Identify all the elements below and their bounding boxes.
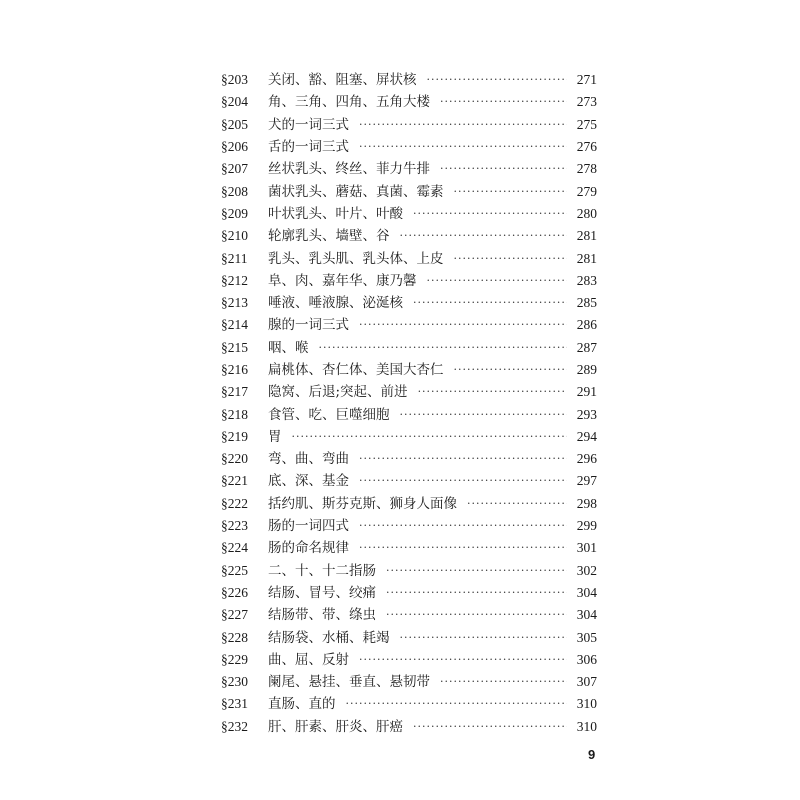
toc-entry: [221, 560, 597, 582]
toc-page-number: 297: [576, 473, 597, 489]
toc-page-number: 289: [576, 362, 597, 377]
toc-entry: [221, 114, 597, 136]
toc-page-number: 307: [576, 674, 597, 690]
toc-entry-title: 阜、肉、嘉年华、康乃馨: [268, 272, 417, 289]
toc-page-number: 281: [576, 228, 597, 244]
toc-page-number: 302: [576, 562, 597, 578]
toc-entry-title: 叶状乳头、叶片、叶酸: [268, 205, 403, 222]
toc-section-number: §213: [221, 295, 248, 311]
toc-entry: [221, 136, 597, 158]
toc-entry-title: 轮廓乳头、墙壁、谷: [268, 228, 390, 245]
dot-leader: [386, 560, 567, 582]
toc-section-number: §209: [221, 205, 248, 221]
toc-page-number: 285: [576, 295, 597, 311]
toc-entry: [221, 381, 597, 403]
toc-section-number: §216: [221, 362, 248, 377]
toc-section-number: §204: [221, 94, 248, 110]
toc-page-number: 273: [576, 94, 597, 110]
dot-leader: [386, 604, 567, 626]
toc-entry-title: 弯、曲、弯曲: [268, 451, 349, 468]
toc-page-number: 298: [576, 495, 597, 511]
dot-leader: [359, 114, 567, 136]
dot-leader: [454, 359, 568, 381]
toc-section-number: §217: [221, 384, 248, 400]
toc-entry: [221, 537, 597, 559]
toc-entry: [221, 582, 597, 604]
toc-section-number: §231: [221, 696, 248, 712]
toc-page-number: 296: [576, 451, 597, 467]
toc-page-number: 299: [576, 518, 597, 534]
toc-section-number: §208: [221, 183, 248, 199]
toc-page-number: 305: [576, 629, 597, 645]
toc-entry-title: 肝、肝素、肝炎、肝癌: [268, 718, 403, 735]
toc-section-number: §226: [221, 584, 248, 600]
toc-section-number: §225: [221, 562, 248, 578]
toc-page-number: 294: [576, 428, 597, 444]
toc-entry: [221, 493, 597, 515]
toc-entry-title: 犬的一词三式: [268, 116, 349, 133]
toc-section-number: §218: [221, 406, 248, 422]
toc-entry: [221, 604, 597, 626]
toc-page-number: 304: [576, 584, 597, 600]
dot-leader: [440, 91, 567, 113]
dot-leader: [427, 270, 568, 292]
toc-entry-title: 括约肌、斯芬克斯、狮身人面像: [268, 495, 457, 512]
toc-section-number: §224: [221, 540, 248, 556]
dot-leader: [400, 404, 568, 426]
toc-entry: [221, 337, 597, 359]
toc-entry: [221, 403, 597, 425]
dot-leader: [359, 448, 567, 470]
toc-entry: [221, 470, 597, 492]
toc-page-number: 293: [576, 406, 597, 422]
toc-entry: [221, 225, 597, 247]
toc-page-number: 281: [576, 250, 597, 266]
toc-section-number: §222: [221, 495, 248, 511]
toc-entry-title: 丝状乳头、终丝、菲力牛排: [268, 161, 430, 178]
toc-entry-title: 角、三角、四角、五角大楼: [268, 94, 430, 111]
toc-section-number: §206: [221, 139, 248, 155]
toc-page-number: 286: [576, 317, 597, 333]
dot-leader: [359, 649, 567, 671]
toc-page-number: 275: [576, 116, 597, 132]
toc-page-number: 276: [576, 139, 597, 155]
toc-entry-title: 乳头、乳头肌、乳头体、上皮: [268, 250, 444, 267]
toc-entry: [221, 69, 597, 91]
dot-leader: [359, 537, 567, 559]
toc-section-number: §203: [221, 72, 248, 88]
toc-entry: [221, 649, 597, 671]
toc-page-number: 271: [576, 72, 597, 88]
toc-entry-title: 结肠、冒号、绞痛: [268, 584, 376, 601]
toc-section-number: §215: [221, 339, 248, 355]
dot-leader: [454, 181, 568, 203]
dot-leader: [292, 426, 568, 448]
toc-page-number: 310: [576, 718, 597, 734]
toc-section-number: §207: [221, 161, 248, 177]
toc-entry: [221, 158, 597, 180]
toc-section-number: §227: [221, 607, 248, 623]
toc-section-number: §221: [221, 473, 248, 489]
toc-page-number: 310: [576, 696, 597, 712]
toc-section-number: §211: [221, 250, 248, 266]
toc-entry-title: 咽、喉: [268, 339, 309, 356]
dot-leader: [440, 158, 567, 180]
toc-entry: [221, 515, 597, 537]
toc-page-number: 278: [576, 161, 597, 177]
toc-entry-title: 关闭、豁、阻塞、屏状核: [268, 72, 417, 89]
dot-leader: [413, 203, 567, 225]
dot-leader: [359, 314, 567, 336]
dot-leader: [386, 582, 567, 604]
toc-entry-title: 扁桃体、杏仁体、美国大杏仁: [268, 362, 444, 378]
toc-entry-title: 二、十、十二指肠: [268, 562, 376, 579]
dot-leader: [418, 381, 567, 403]
toc-entry: [221, 359, 597, 381]
toc-page-number: 280: [576, 205, 597, 221]
toc-entry: [221, 91, 597, 113]
toc-page-number: 304: [576, 607, 597, 623]
toc-entry: [221, 716, 597, 738]
dot-leader: [454, 248, 568, 270]
toc-section-number: §205: [221, 116, 248, 132]
dot-leader: [359, 470, 567, 492]
dot-leader: [413, 716, 567, 738]
toc-entry-title: 直肠、直的: [268, 696, 336, 713]
toc-page-number: 279: [576, 183, 597, 199]
toc-section-number: §223: [221, 518, 248, 534]
toc-entry-title: 隐窝、后退;突起、前进: [268, 384, 408, 401]
toc-entry-title: 胃: [268, 428, 282, 445]
dot-leader: [400, 225, 568, 247]
toc-page-number: 306: [576, 651, 597, 667]
dot-leader: [413, 292, 567, 314]
toc-entry-title: 舌的一词三式: [268, 139, 349, 156]
toc-section-number: §220: [221, 451, 248, 467]
toc-entry-title: 腺的一词三式: [268, 317, 349, 334]
toc-entry-title: 肠的一词四式: [268, 518, 349, 535]
table-of-contents: [221, 69, 597, 738]
dot-leader: [467, 493, 567, 515]
toc-entry: [221, 247, 597, 269]
dot-leader: [427, 69, 568, 91]
toc-section-number: §214: [221, 317, 248, 333]
toc-entry: [221, 693, 597, 715]
toc-entry: [221, 270, 597, 292]
toc-entry-title: 结肠袋、水桶、耗竭: [268, 629, 390, 646]
toc-entry-title: 菌状乳头、蘑菇、真菌、霉素: [268, 183, 444, 200]
toc-entry: [221, 314, 597, 336]
toc-entry-title: 唾液、唾液腺、泌涎核: [268, 295, 403, 312]
toc-section-number: §229: [221, 651, 248, 667]
dot-leader: [359, 515, 567, 537]
toc-page-number: 301: [576, 540, 597, 556]
dot-leader: [359, 136, 567, 158]
toc-section-number: §219: [221, 428, 248, 444]
toc-page-number: 283: [576, 272, 597, 288]
toc-entry: [221, 671, 597, 693]
toc-entry-title: 阑尾、悬挂、垂直、悬韧带: [268, 674, 430, 691]
toc-entry: [221, 180, 597, 202]
toc-entry-title: 食管、吃、巨噬细胞: [268, 406, 390, 423]
toc-entry: [221, 626, 597, 648]
toc-entry: [221, 292, 597, 314]
toc-entry: [221, 448, 597, 470]
toc-entry-title: 曲、屈、反射: [268, 651, 349, 668]
toc-section-number: §210: [221, 228, 248, 244]
page-number: 9: [588, 747, 596, 762]
toc-page-number: 287: [576, 339, 597, 355]
toc-page-number: 291: [576, 384, 597, 400]
dot-leader: [440, 671, 567, 693]
dot-leader: [346, 693, 568, 715]
toc-entry-title: 肠的命名规律: [268, 540, 349, 557]
toc-entry-title: 结肠带、带、绦虫: [268, 607, 376, 624]
toc-entry-title: 底、深、基金: [268, 473, 349, 490]
toc-section-number: §230: [221, 674, 248, 690]
dot-leader: [319, 337, 568, 359]
toc-entry: [221, 203, 597, 225]
toc-entry: [221, 426, 597, 448]
toc-section-number: §228: [221, 629, 248, 645]
dot-leader: [400, 627, 568, 649]
toc-section-number: §212: [221, 272, 248, 288]
toc-section-number: §232: [221, 718, 248, 734]
